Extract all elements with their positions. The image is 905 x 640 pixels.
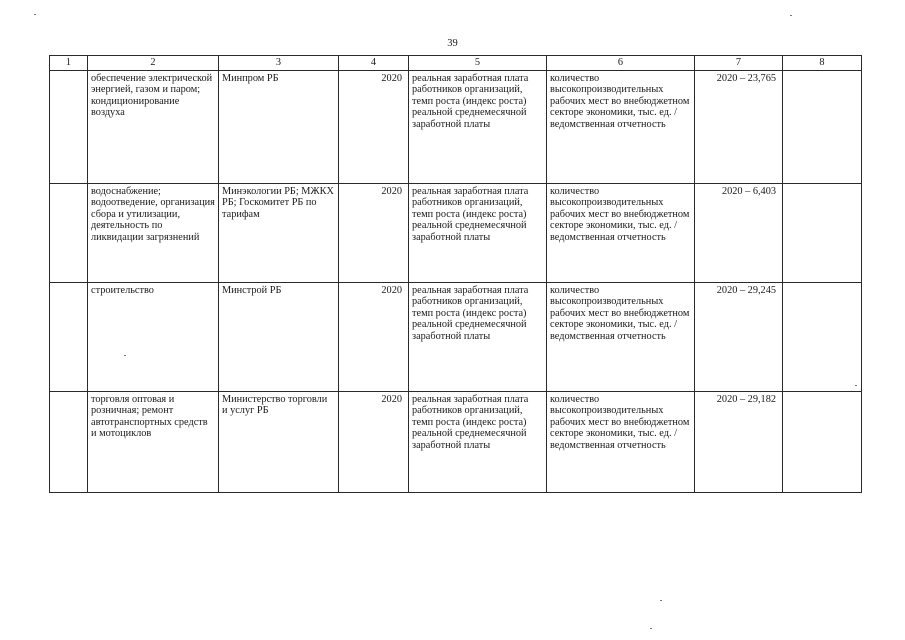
indicator-cell: реальная заработная плата работников организаций, темп роста (индекс роста) реальной среднемесячной заработной платы [409,391,547,492]
header-cell-7: 7 [695,56,783,71]
notes-cell [783,183,862,282]
row-number-cell [50,391,88,492]
header-cell-6: 6 [547,56,695,71]
table-row [50,282,862,391]
indicator-cell: реальная заработная плата работников организаций, темп роста (индекс роста) реальной среднемесячной заработной платы [409,70,547,183]
row-number-cell [50,70,88,183]
header-cell-5: 5 [409,56,547,71]
notes-cell [783,70,862,183]
year-cell: 2020 [339,183,409,282]
measure-cell: количество высокопроизводительных рабочих мест во внебюджетном секторе экономики, тыс. ед. / ведомственная отчетность [547,70,695,183]
scan-speck [855,385,857,386]
responsible-cell: Минпром РБ [219,70,339,183]
table-row [50,183,862,282]
year-cell: 2020 [339,70,409,183]
sector-cell: водоснабжение; водоотведение, организация сбора и утилизации, деятельность по ликвидации загрязнений [88,183,219,282]
target-cell: 2020 – 29,182 [695,391,783,492]
header-cell-8: 8 [783,56,862,71]
header-cell-2: 2 [88,56,219,71]
measure-cell: количество высокопроизводительных рабочих мест во внебюджетном секторе экономики, тыс. ед. / ведомственная отчетность [547,282,695,391]
notes-cell [783,282,862,391]
measure-cell: количество высокопроизводительных рабочих мест во внебюджетном секторе экономики, тыс. ед. / ведомственная отчетность [547,183,695,282]
indicator-cell: реальная заработная плата работников организаций, темп роста (индекс роста) реальной среднемесячной заработной платы [409,282,547,391]
row-number-cell [50,183,88,282]
row-number-cell [50,282,88,391]
target-cell: 2020 – 29,245 [695,282,783,391]
table-row [50,70,862,183]
scan-speck [34,14,36,15]
sector-cell: строительство [88,282,219,391]
table-header-row [50,56,862,71]
year-cell: 2020 [339,282,409,391]
scan-speck [660,600,662,601]
indicator-cell: реальная заработная плата работников организаций, темп роста (индекс роста) реальной среднемесячной заработной платы [409,183,547,282]
responsible-cell: Министерство торговли и услуг РБ [219,391,339,492]
target-cell: 2020 – 6,403 [695,183,783,282]
header-cell-4: 4 [339,56,409,71]
sector-cell: торговля оптовая и розничная; ремонт автотранспортных средств и мотоциклов [88,391,219,492]
sector-cell: обеспечение электрической энергией, газом и паром; кондиционирование воздуха [88,70,219,183]
scan-speck [650,628,652,629]
responsible-cell: Минстрой РБ [219,282,339,391]
table-row [50,391,862,492]
page-number: 39 [447,38,458,49]
header-cell-1: 1 [50,56,88,71]
measure-cell: количество высокопроизводительных рабочих мест во внебюджетном секторе экономики, тыс. ед. / ведомственная отчетность [547,391,695,492]
scan-speck [124,355,126,356]
responsible-cell: Минэкологии РБ; МЖКХ РБ; Госкомитет РБ по тарифам [219,183,339,282]
year-cell: 2020 [339,391,409,492]
header-cell-3: 3 [219,56,339,71]
scan-speck [790,15,792,16]
target-cell: 2020 – 23,765 [695,70,783,183]
notes-cell [783,391,862,492]
indicators-table [49,55,862,493]
